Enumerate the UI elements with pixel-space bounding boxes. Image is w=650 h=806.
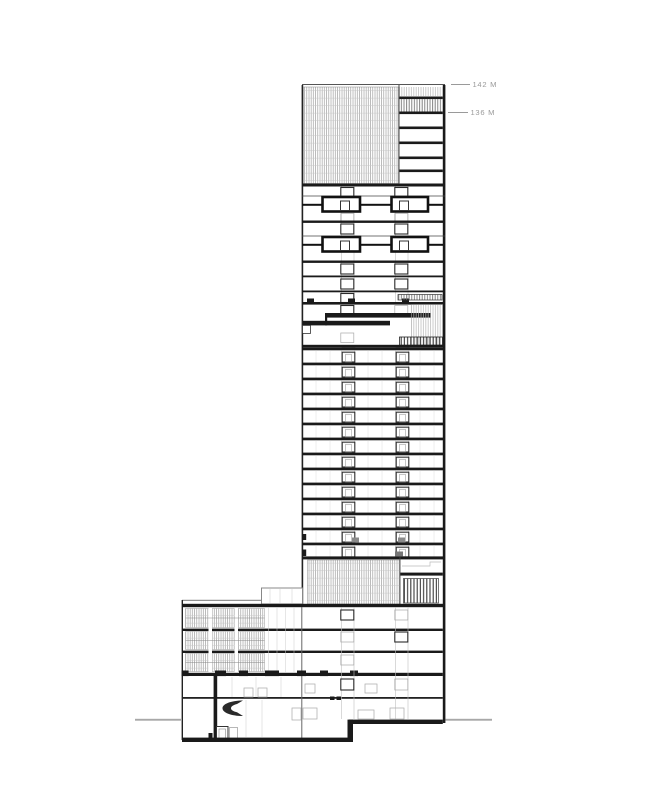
slab-block: [352, 538, 359, 543]
louver-band: [404, 579, 439, 604]
core-door-frame: [341, 655, 354, 665]
lower-screen-hatch-panel: [308, 560, 401, 604]
typical-floor-stack: [302, 348, 443, 557]
podium-roof-slab: [182, 604, 445, 607]
core-door-frame: [395, 279, 408, 289]
interior-frame: [358, 710, 374, 719]
column-block: [182, 671, 189, 677]
elevation-markers: [448, 80, 497, 117]
interior-frame: [303, 708, 317, 719]
core-door-frame: [395, 632, 408, 642]
tower-mezzanine-zone: [302, 305, 443, 348]
podium-window-grid: [186, 608, 265, 673]
base-slab-left: [182, 738, 353, 742]
slab-block: [398, 538, 405, 543]
wall-notch: [303, 325, 311, 333]
core-door-frame: [395, 264, 408, 274]
amenity-box: [323, 197, 361, 212]
interior-frame: [305, 684, 315, 693]
tower-top-floor-column: [399, 85, 443, 184]
amenity-box: [392, 197, 429, 212]
floor-slab: [302, 261, 443, 263]
top-column-slab: [400, 142, 443, 145]
interior-frame: [244, 688, 253, 697]
tower-section: [302, 84, 446, 723]
interior-frame: [258, 688, 267, 697]
core-door-frame: [395, 610, 408, 620]
tower-base-floors: [303, 607, 408, 719]
column-block: [265, 671, 279, 677]
balustrade-line: [402, 562, 441, 566]
floor-slab: [302, 221, 443, 223]
top-column-left-edge: [399, 85, 400, 184]
floor-slab: [182, 629, 443, 631]
tower-right-wall: [443, 85, 446, 723]
rooftop-penthouse-box: [262, 588, 303, 604]
roof-screen-hatch-panel: [304, 87, 399, 184]
podium-interior: [217, 677, 302, 739]
slab-block: [337, 697, 342, 701]
elevation-marker-136m: [448, 108, 495, 117]
door-frame-light: [230, 728, 238, 740]
core-door-frame: [341, 264, 354, 274]
tower-upper-floors: [302, 187, 445, 305]
tower-parapet-line: [302, 84, 445, 85]
slab-block: [395, 552, 403, 557]
wall-block: [302, 550, 306, 557]
interior-frame: [390, 708, 404, 719]
tower-typical-floors: [302, 348, 443, 560]
column-block: [239, 671, 248, 677]
core-door-frame: [395, 679, 408, 690]
floor-slab: [182, 651, 443, 653]
top-column-slab: [400, 112, 443, 115]
ramp-arrow-glyph: [223, 701, 244, 717]
slab-block: [307, 299, 314, 303]
interior-frame: [365, 684, 377, 693]
column-block: [215, 671, 226, 677]
floor-slab: [302, 291, 443, 293]
base-slab-right: [349, 720, 443, 724]
roof-block-base-slab: [302, 184, 445, 187]
top-column-slab: [400, 127, 443, 130]
parapet-line: [182, 600, 262, 601]
mezzanine-slab-lower: [303, 321, 390, 326]
top-column-slab: [400, 97, 443, 100]
floor-slab: [302, 345, 443, 348]
entrance-door: [217, 727, 238, 740]
column-block: [320, 671, 328, 677]
ground-line-right: [446, 719, 493, 721]
vent-grille-strip: [398, 295, 442, 301]
interior-frame: [292, 708, 301, 720]
elevation-marker-142m: [451, 80, 497, 89]
top-column-hatch-band-2: [400, 99, 443, 111]
wall-block: [302, 534, 306, 540]
floor-slab: [182, 697, 443, 699]
louver-strip: [400, 337, 443, 345]
slab-block: [330, 697, 335, 701]
floor-slab: [302, 556, 443, 559]
ground-line-left: [135, 719, 182, 721]
core-door-frame: [341, 333, 354, 343]
core-door-frame: [395, 224, 408, 234]
core-door-frame: [341, 632, 354, 642]
slab-block: [348, 299, 355, 303]
floor-slab: [302, 276, 443, 278]
amenity-box: [392, 237, 429, 252]
marker-label-136m: 136 М: [470, 108, 496, 117]
floor-slab: [302, 302, 443, 305]
marker-label-142m: 142 М: [472, 80, 498, 89]
top-column-slab: [400, 157, 443, 160]
core-door-frame: [341, 610, 354, 620]
floor-slab: [400, 573, 442, 576]
top-column-hatch-band-1: [400, 87, 443, 96]
column-block: [297, 671, 306, 677]
mezzanine-slab-joint: [325, 313, 327, 325]
door-frame: [217, 727, 229, 740]
top-column-slab: [400, 170, 443, 173]
core-door-frame: [341, 679, 354, 690]
core-door-frame: [341, 279, 354, 289]
amenity-box: [323, 237, 361, 252]
podium-section: [182, 588, 445, 740]
tower-lower-screen-hatch: [308, 552, 443, 608]
core-door-frame: [341, 224, 354, 234]
podium-structure-columns: [182, 671, 358, 741]
